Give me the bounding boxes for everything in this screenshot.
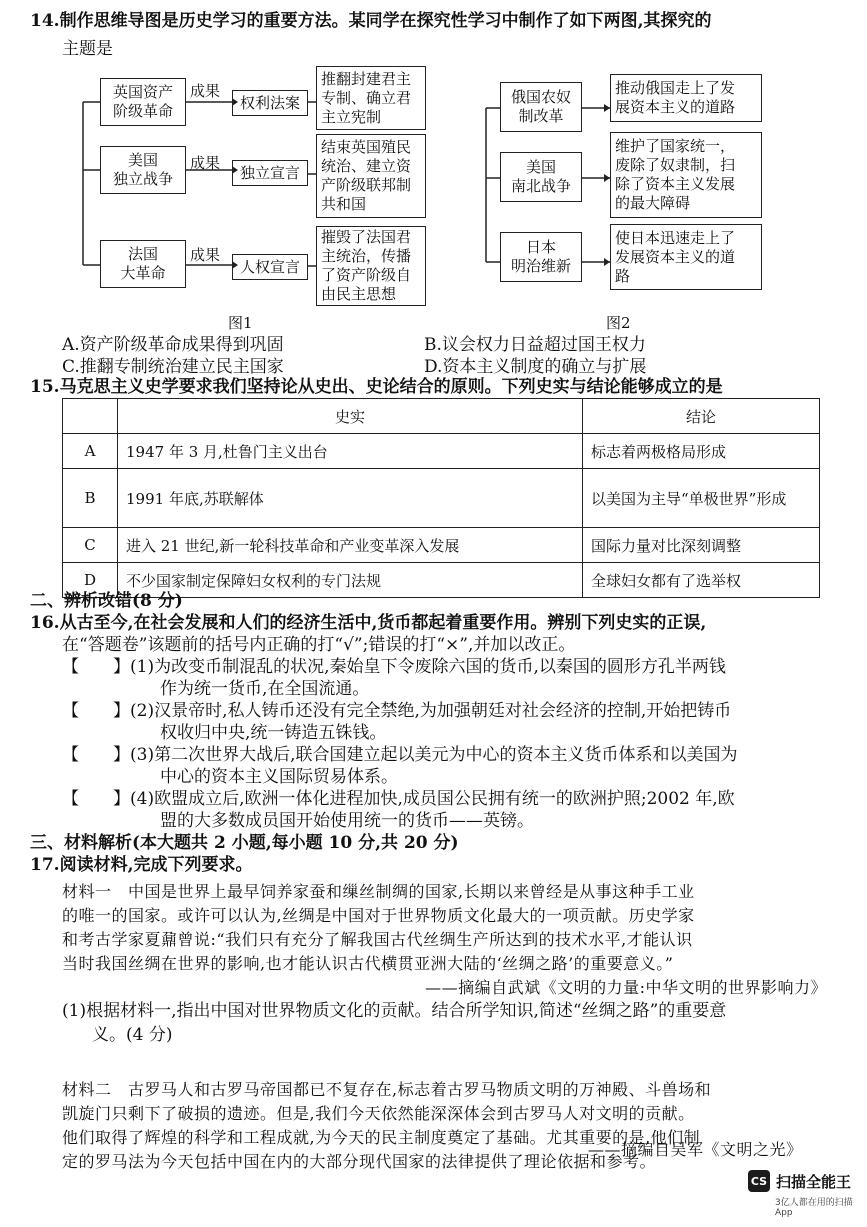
camscanner-logo-icon: CS — [748, 1170, 770, 1192]
row-conclusion: 全球妇女都有了选举权 — [583, 563, 820, 598]
fig1-cause-english-revolution: 英国资产 阶级革命 — [100, 78, 186, 126]
table-header-conclusion: 结论 — [583, 399, 820, 434]
row-label: C — [63, 528, 118, 563]
fig1-doc-rights-of-man: 人权宣言 — [232, 254, 308, 280]
fig1-arrow-label-3: 成果 — [190, 246, 221, 264]
fig1-caption: 图1 — [228, 314, 253, 332]
q16-item-1-line2: 作为统一货币,在全国流通。 — [160, 679, 370, 699]
q14-option-a: A.资产阶级革命成果得到巩固 — [62, 335, 284, 355]
q14-stem-line1: 14.制作思维导图是历史学习的重要方法。某同学在探究性学习中制作了如下两图,其探究的 — [30, 11, 712, 31]
q14-stem-line2: 主题是 — [62, 39, 113, 59]
material-2-line-4: 定的罗马法为今天包括中国在内的大部分现代国家的法律提供了理论依据和参考。 — [62, 1152, 657, 1171]
fig1-result-3: 摧毁了法国君 主统治，传播 了资产阶级自 由民主思想 — [316, 226, 426, 306]
table-row — [63, 434, 820, 469]
fig1-doc-bill-of-rights: 权利法案 — [232, 90, 308, 116]
q16-stem-line2: 在“答题卷”该题前的括号内正确的打“√”;错误的打“×”,并加以改正。 — [62, 635, 576, 655]
material-1-line-2: 的唯一的国家。或许可以认为,丝绸是中国对于世界物质文化最大的一项贡献。历史学家 — [62, 906, 695, 925]
row-label: B — [63, 469, 118, 528]
q16-item-1-line1: 【 】(1)为改变币制混乱的状况,秦始皇下令废除六国的货币,以秦国的圆形方孔半两钱 — [62, 657, 726, 677]
q16-item-2-line2: 权收归中央,统一铸造五铢钱。 — [160, 723, 387, 743]
fig1-cause-american-independence: 美国 独立战争 — [100, 146, 186, 194]
fig2-result-2: 维护了国家统一， 废除了奴隶制，扫 除了资本主义发展 的最大障碍 — [610, 132, 762, 218]
row-label: D — [63, 563, 118, 598]
material-2-line-1: 材料二 古罗马人和古罗马帝国都已不复存在,标志着古罗马物质文明的万神殿、斗兽场和 — [62, 1080, 712, 1099]
fig1-arrow-label-1: 成果 — [190, 82, 221, 100]
q16-item-3-line2: 中心的资本主义国际贸易体系。 — [160, 767, 398, 787]
table-row — [63, 469, 820, 528]
q17-sub1-line2: 义。(4 分) — [92, 1025, 173, 1045]
row-fact: 不少国家制定保障妇女权利的专门法规 — [118, 563, 583, 598]
fig2-result-1: 推动俄国走上了发 展资本主义的道路 — [610, 74, 762, 122]
row-fact: 进入 21 世纪,新一轮科技革命和产业变革深入发展 — [118, 528, 583, 563]
q15-stem: 15.马克思主义史学要求我们坚持论从史出、史论结合的原则。下列史实与结论能够成立的是 — [30, 377, 723, 397]
q14-option-c: C.推翻专制统治建立民主国家 — [62, 357, 284, 377]
fig1-cause-french-revolution: 法国 大革命 — [100, 240, 186, 288]
fig2-cause-russia-reform: 俄国农奴 制改革 — [500, 82, 582, 132]
q14-option-d: D.资本主义制度的确立与扩展 — [424, 357, 647, 377]
section-2-heading: 二、辨析改错(8 分) — [30, 591, 183, 611]
row-conclusion: 国际力量对比深刻调整 — [583, 528, 820, 563]
scanner-watermark — [748, 1170, 851, 1192]
fig1-doc-declaration-of-independence: 独立宣言 — [232, 160, 308, 186]
q16-item-3-line1: 【 】(3)第二次世界大战后,联合国建立起以美元为中心的资本主义货币体系和以美国为 — [62, 745, 738, 765]
watermark-name: 扫描全能王 — [776, 1172, 852, 1191]
material-1-line-4: 当时我国丝绸在世界的影响,也才能认识古代横贯亚洲大陆的‘丝绸之路’的重要意义。” — [62, 954, 674, 973]
table-header-fact: 史实 — [118, 399, 583, 434]
fig1-result-2: 结束英国殖民 统治、建立资 产阶级联邦制 共和国 — [316, 134, 426, 218]
fig1-result-1: 推翻封建君主 专制、确立君 主立宪制 — [316, 66, 426, 130]
row-label: A — [63, 434, 118, 469]
row-conclusion: 标志着两极格局形成 — [583, 434, 820, 469]
fig2-result-3: 使日本迅速走上了 发展资本主义的道 路 — [610, 224, 762, 290]
q14-option-b: B.议会权力日益超过国王权力 — [424, 335, 646, 355]
table-header-row — [63, 399, 820, 434]
material-1-source: ——摘编自武斌《文明的力量:中华文明的世界影响力》 — [425, 978, 827, 997]
q15-table — [62, 398, 820, 598]
fig2-cause-us-civil-war: 美国 南北战争 — [500, 152, 582, 202]
row-fact: 1991 年底,苏联解体 — [118, 469, 583, 528]
q16-item-2-line1: 【 】(2)汉景帝时,私人铸币还没有完全禁绝,为加强朝廷对社会经济的控制,开始把铸币 — [62, 701, 732, 721]
table-row — [63, 528, 820, 563]
q17-stem: 17.阅读材料,完成下列要求。 — [30, 855, 253, 875]
material-2-source: ——摘编自吴军《文明之光》 — [588, 1140, 803, 1159]
fig2-cause-meiji-restoration: 日本 明治维新 — [500, 232, 582, 282]
q16-stem-line1: 16.从古至今,在社会发展和人们的经济生活中,货币都起着重要作用。辨别下列史实的正误, — [30, 613, 707, 633]
q16-item-4-line1: 【 】(4)欧盟成立后,欧洲一体化进程加快,成员国公民拥有统一的欧洲护照;2002 年,欧 — [62, 789, 735, 809]
material-1-line-1: 材料一 中国是世界上最早饲养家蚕和缫丝制绸的国家,长期以来曾经是从事这种手工业 — [62, 882, 695, 901]
section-3-heading: 三、材料解析(本大题共 2 小题,每小题 10 分,共 20 分) — [30, 833, 459, 853]
material-1-line-3: 和考古学家夏鼐曾说:“我们只有充分了解我国古代丝绸生产所达到的技术水平,才能认识 — [62, 930, 693, 949]
q17-sub1-line1: (1)根据材料一,指出中国对世界物质文化的贡献。结合所学知识,简述“丝绸之路”的重要意 — [62, 1001, 727, 1021]
row-conclusion: 以美国为主导“单极世界”形成 — [583, 469, 820, 528]
material-2-line-3: 他们取得了辉煌的科学和工程成就,为今天的民主制度奠定了基础。尤其重要的是,他们制 — [62, 1128, 701, 1147]
fig1-arrow-label-2: 成果 — [190, 154, 221, 172]
row-fact: 1947 年 3 月,杜鲁门主义出台 — [118, 434, 583, 469]
material-2-line-2: 凯旋门只剩下了破损的遗迹。但是,我们今天依然能深深体会到古罗马人对文明的贡献。 — [62, 1104, 695, 1123]
q16-item-4-line2: 盟的大多数成员国开始使用统一的货币——英镑。 — [160, 811, 534, 831]
table-header-blank — [63, 399, 118, 434]
watermark-subtitle: 3亿人都在用的扫描App — [775, 1198, 853, 1218]
fig2-caption: 图2 — [606, 314, 631, 332]
